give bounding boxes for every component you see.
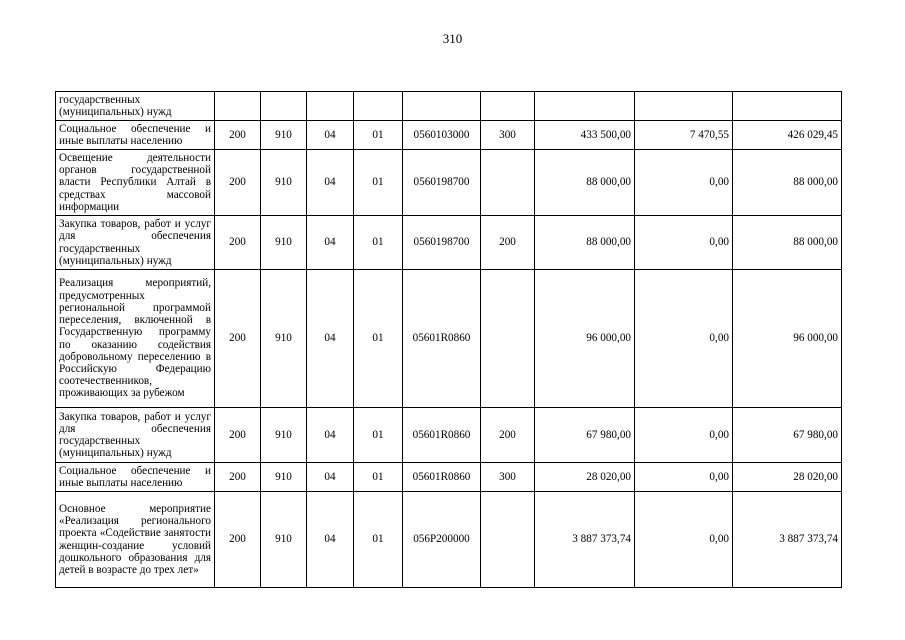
subsection-cell: 01 bbox=[354, 121, 403, 150]
dept-code-cell: 910 bbox=[261, 463, 307, 492]
section-cell: 04 bbox=[307, 150, 354, 216]
row-name-cell: государственных (муниципальных) нужд bbox=[56, 92, 215, 121]
change-amount-cell: 7 470,55 bbox=[635, 121, 733, 150]
page-number: 310 bbox=[442, 31, 463, 46]
amended-amount-cell: 3 887 373,74 bbox=[733, 492, 842, 588]
amended-amount-cell: 88 000,00 bbox=[733, 150, 842, 216]
expense-type-cell: 200 bbox=[481, 408, 535, 463]
admin-code-cell bbox=[215, 92, 261, 121]
subsection-cell: 01 bbox=[354, 408, 403, 463]
row-name-cell: Социальное обеспечение и иные выплаты населению bbox=[56, 121, 215, 150]
planned-amount-cell: 3 887 373,74 bbox=[535, 492, 635, 588]
table-row bbox=[56, 216, 842, 270]
change-amount-cell: 0,00 bbox=[635, 216, 733, 270]
amended-amount-cell: 67 980,00 bbox=[733, 408, 842, 463]
amended-amount-cell: 88 000,00 bbox=[733, 216, 842, 270]
target-article-cell: 05601R0860 bbox=[403, 408, 481, 463]
table-row bbox=[56, 150, 842, 216]
table-row bbox=[56, 492, 842, 588]
change-amount-cell: 0,00 bbox=[635, 270, 733, 408]
target-article-cell: 056P200000 bbox=[403, 492, 481, 588]
admin-code-cell: 200 bbox=[215, 270, 261, 408]
table-row bbox=[56, 92, 842, 121]
change-amount-cell: 0,00 bbox=[635, 408, 733, 463]
budget-table bbox=[55, 91, 842, 588]
subsection-cell: 01 bbox=[354, 492, 403, 588]
row-name-cell: Реализация мероприятий, предусмотренных региональной программой переселения, включенной в Государственную программу по оказанию содействия добровольному переселению в Российскую Федерацию соотечественников, проживающих за рубежом bbox=[56, 270, 215, 408]
expense-type-cell bbox=[481, 92, 535, 121]
planned-amount-cell: 28 020,00 bbox=[535, 463, 635, 492]
section-cell: 04 bbox=[307, 463, 354, 492]
target-article-cell: 0560103000 bbox=[403, 121, 481, 150]
section-cell: 04 bbox=[307, 216, 354, 270]
expense-type-cell: 200 bbox=[481, 216, 535, 270]
expense-type-cell bbox=[481, 270, 535, 408]
row-name-cell: Закупка товаров, работ и услуг для обеспечения государственных (муниципальных) нужд bbox=[56, 408, 215, 463]
section-cell: 04 bbox=[307, 270, 354, 408]
table-row bbox=[56, 121, 842, 150]
dept-code-cell: 910 bbox=[261, 216, 307, 270]
amended-amount-cell bbox=[733, 92, 842, 121]
target-article-cell: 05601R0860 bbox=[403, 463, 481, 492]
section-cell: 04 bbox=[307, 408, 354, 463]
amended-amount-cell: 28 020,00 bbox=[733, 463, 842, 492]
admin-code-cell: 200 bbox=[215, 121, 261, 150]
dept-code-cell: 910 bbox=[261, 492, 307, 588]
change-amount-cell: 0,00 bbox=[635, 150, 733, 216]
change-amount-cell: 0,00 bbox=[635, 463, 733, 492]
change-amount-cell: 0,00 bbox=[635, 492, 733, 588]
admin-code-cell: 200 bbox=[215, 408, 261, 463]
amended-amount-cell: 426 029,45 bbox=[733, 121, 842, 150]
section-cell: 04 bbox=[307, 492, 354, 588]
planned-amount-cell: 67 980,00 bbox=[535, 408, 635, 463]
admin-code-cell: 200 bbox=[215, 216, 261, 270]
table-row bbox=[56, 463, 842, 492]
dept-code-cell bbox=[261, 92, 307, 121]
expense-type-cell bbox=[481, 150, 535, 216]
planned-amount-cell: 96 000,00 bbox=[535, 270, 635, 408]
planned-amount-cell bbox=[535, 92, 635, 121]
change-amount-cell bbox=[635, 92, 733, 121]
admin-code-cell: 200 bbox=[215, 150, 261, 216]
row-name-cell: Социальное обеспечение и иные выплаты населению bbox=[56, 463, 215, 492]
dept-code-cell: 910 bbox=[261, 270, 307, 408]
subsection-cell: 01 bbox=[354, 270, 403, 408]
expense-type-cell: 300 bbox=[481, 121, 535, 150]
dept-code-cell: 910 bbox=[261, 408, 307, 463]
planned-amount-cell: 88 000,00 bbox=[535, 216, 635, 270]
target-article-cell: 0560198700 bbox=[403, 150, 481, 216]
admin-code-cell: 200 bbox=[215, 463, 261, 492]
expense-type-cell bbox=[481, 492, 535, 588]
subsection-cell bbox=[354, 92, 403, 121]
subsection-cell: 01 bbox=[354, 150, 403, 216]
amended-amount-cell: 96 000,00 bbox=[733, 270, 842, 408]
table-row bbox=[56, 408, 842, 463]
row-name-cell: Основное мероприятие «Реализация регионального проекта «Содействие занятости женщин-создание условий дошкольного образования для детей в возрасте до трех лет» bbox=[56, 492, 215, 588]
subsection-cell: 01 bbox=[354, 463, 403, 492]
dept-code-cell: 910 bbox=[261, 121, 307, 150]
dept-code-cell: 910 bbox=[261, 150, 307, 216]
admin-code-cell: 200 bbox=[215, 492, 261, 588]
subsection-cell: 01 bbox=[354, 216, 403, 270]
row-name-cell: Закупка товаров, работ и услуг для обеспечения государственных (муниципальных) нужд bbox=[56, 216, 215, 270]
expense-type-cell: 300 bbox=[481, 463, 535, 492]
target-article-cell bbox=[403, 92, 481, 121]
section-cell bbox=[307, 92, 354, 121]
table-row bbox=[56, 270, 842, 408]
section-cell: 04 bbox=[307, 121, 354, 150]
planned-amount-cell: 433 500,00 bbox=[535, 121, 635, 150]
target-article-cell: 05601R0860 bbox=[403, 270, 481, 408]
target-article-cell: 0560198700 bbox=[403, 216, 481, 270]
row-name-cell: Освещение деятельности органов государственной власти Республики Алтай в средствах массовой информации bbox=[56, 150, 215, 216]
planned-amount-cell: 88 000,00 bbox=[535, 150, 635, 216]
